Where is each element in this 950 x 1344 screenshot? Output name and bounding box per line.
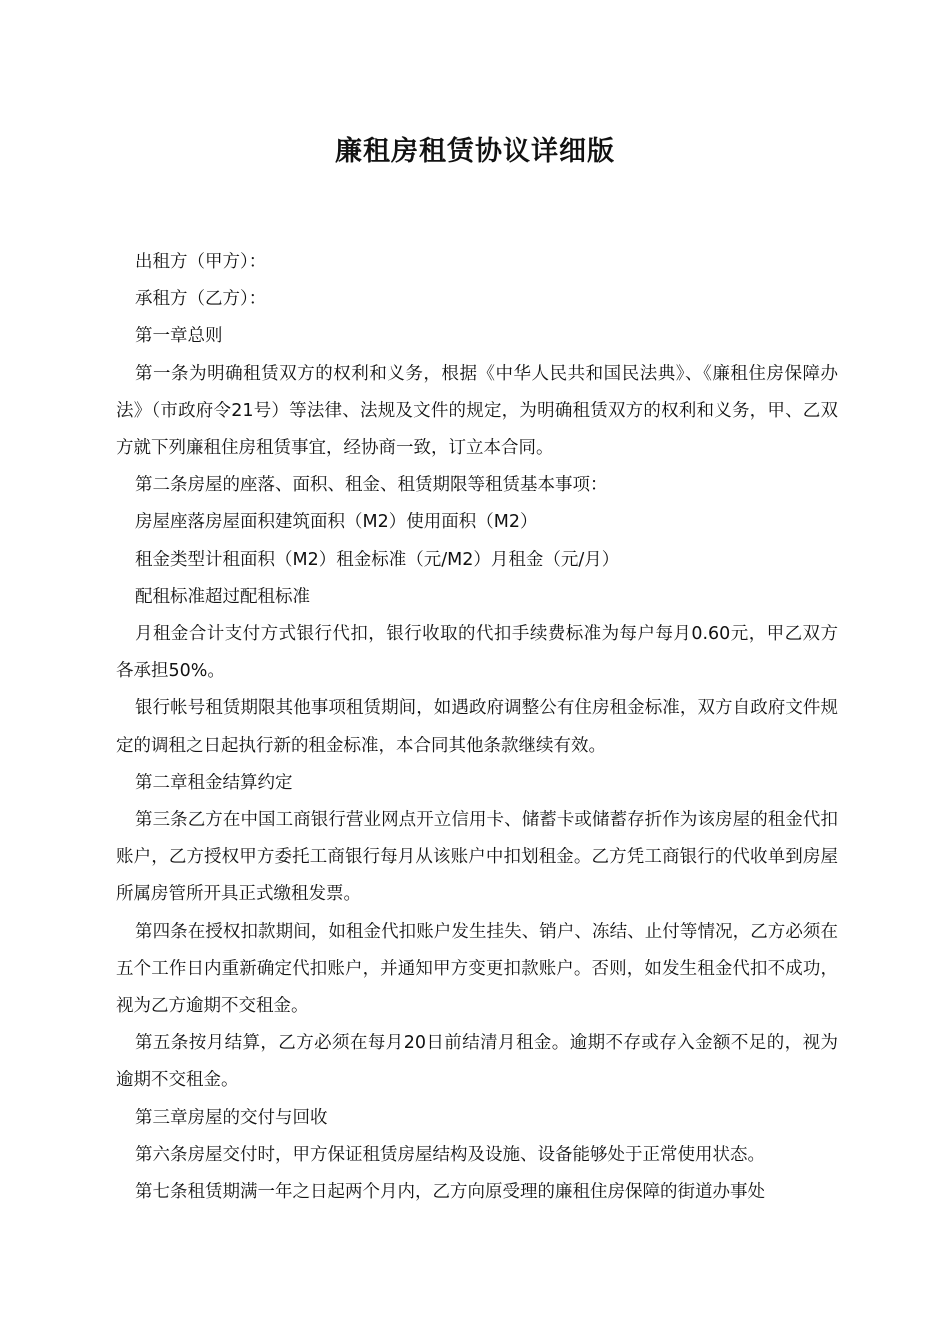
housing-info-line: 房屋座落房屋面积建筑面积（M2）使用面积（M2） (135, 512, 538, 533)
document-title: 廉租房租赁协议详细版 (335, 136, 615, 167)
chapter-2-heading: 第二章租金结算约定 (135, 772, 293, 793)
document-body (116, 244, 838, 1211)
party-a-line: 出租方（甲方）： (135, 252, 267, 272)
monthly-rent-payment-line: 月租金合计支付方式银行代扣，银行收取的代扣手续费标准为每户每月0.60元，甲乙双方各承担50%。 (116, 624, 838, 682)
article-3: 第三条乙方在中国工商银行营业网点开立信用卡、储蓄卡或储蓄存折作为该房屋的租金代扣账户，乙方授权甲方委托工商银行每月从该账户中扣划租金。乙方凭工商银行的代收单到房屋所属房管所开具正式缴租发票。 (116, 810, 838, 905)
article-4: 第四条在授权扣款期间，如租金代扣账户发生挂失、销户、冻结、止付等情况，乙方必须在五个工作日内重新确定代扣账户，并通知甲方变更扣款账户。否则，如发生租金代扣不成功，视为乙方逾期不交租金。 (116, 921, 838, 1017)
article-6: 第六条房屋交付时，甲方保证租赁房屋结构及设施、设备能够处于正常使用状态。 (135, 1144, 765, 1165)
chapter-1-heading: 第一章总则 (135, 326, 223, 347)
article-2: 第二条房屋的座落、面积、租金、租赁期限等租赁基本事项： (135, 475, 608, 496)
allocation-standard-line: 配租标准超过配租标准 (135, 586, 310, 607)
article-5: 第五条按月结算，乙方必须在每月20日前结清月租金。逾期不存或存入金额不足的，视为逾期不交租金。 (116, 1033, 838, 1091)
party-b-line: 承租方（乙方）： (135, 289, 267, 310)
bank-account-line: 银行帐号租赁期限其他事项租赁期间，如遇政府调整公有住房租金标准，双方自政府文件规定的调租之日起执行新的租金标准，本合同其他条款继续有效。 (116, 698, 838, 756)
chapter-3-heading: 第三章房屋的交付与回收 (135, 1107, 328, 1128)
article-1: 第一条为明确租赁双方的权利和义务，根据《中华人民共和国民法典》、《廉租住房保障办法》（市政府令21号）等法律、法规及文件的规定，为明确租赁双方的权利和义务，甲、乙双方就下列廉租住房租赁事宜，经协商一致，订立本合同。 (116, 363, 838, 459)
rent-info-line: 租金类型计租面积（M2）租金标准（元/M2）月租金（元/月） (135, 549, 620, 570)
article-7: 第七条租赁期满一年之日起两个月内，乙方向原受理的廉租住房保障的街道办事处 (135, 1182, 765, 1203)
